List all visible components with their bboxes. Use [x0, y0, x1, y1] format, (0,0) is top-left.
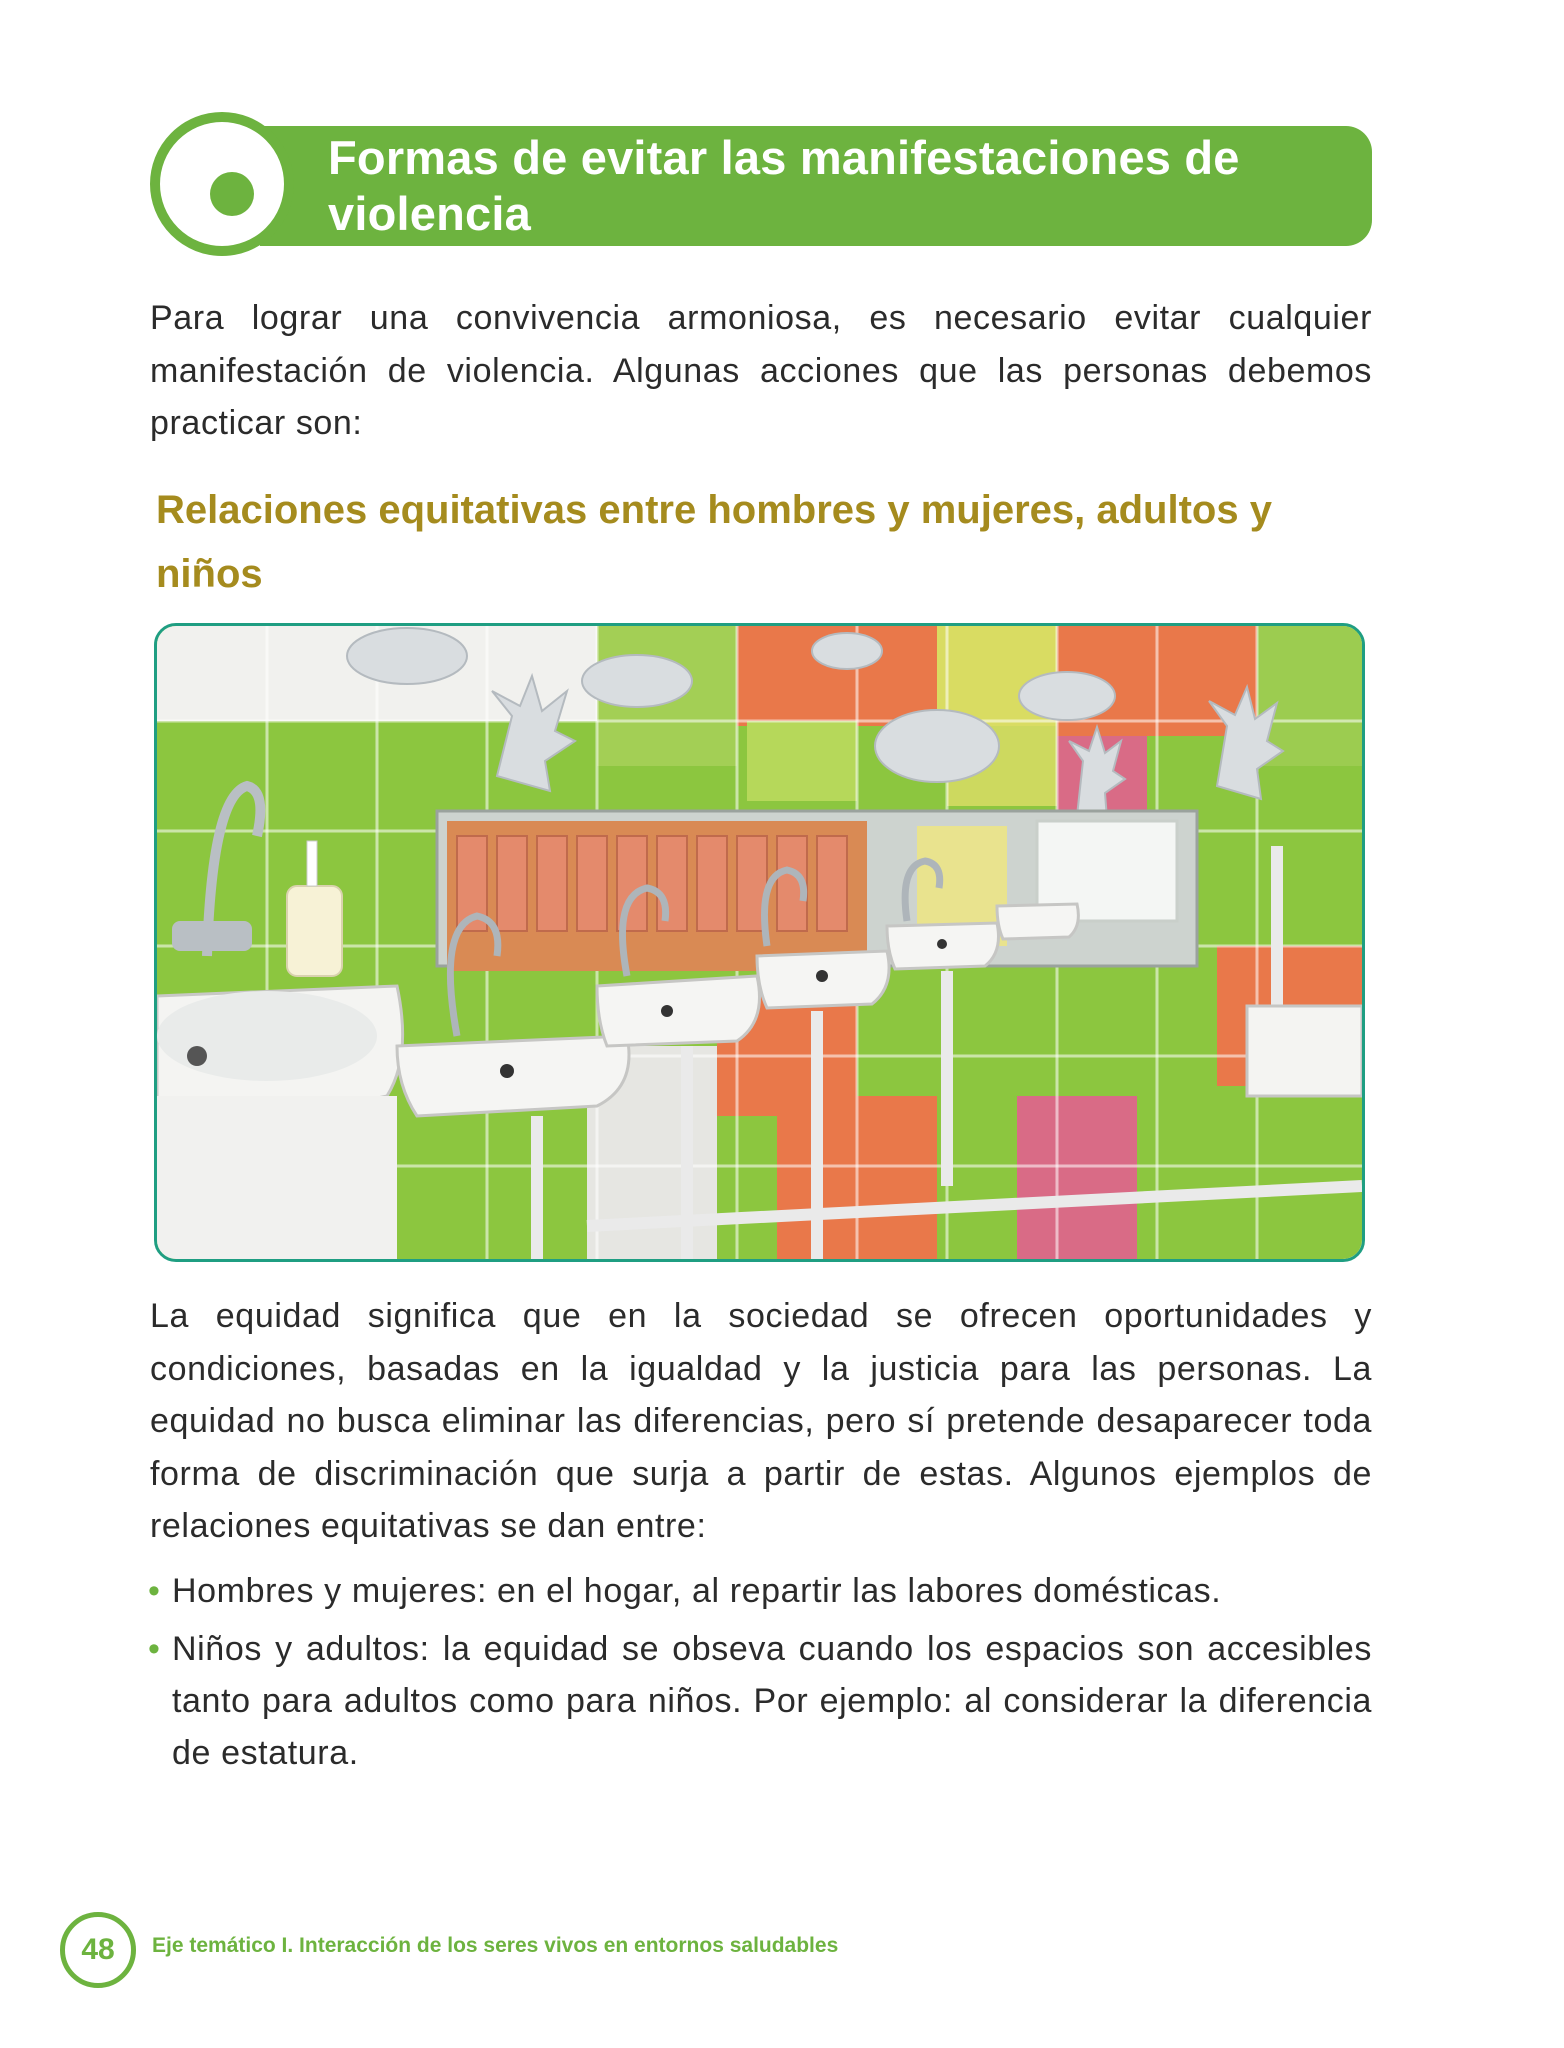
bullet-icon: • [148, 1572, 161, 1610]
list-item-text: Hombres y mujeres: en el hogar, al repartir las labores domésticas. [172, 1572, 1222, 1610]
bathroom-sinks-photo [154, 623, 1365, 1262]
page-title: Formas de evitar las manifestaciones de violencia [328, 131, 1240, 240]
examples-list [148, 1565, 1372, 1785]
page-footer [60, 1912, 1060, 1988]
title-dot [210, 172, 254, 216]
list-item [148, 1565, 1372, 1617]
equity-paragraph: La equidad significa que en la sociedad se ofrecen oportunidades y condiciones, basadas en la igualdad y la justicia para las personas. La equidad no busca eliminar las diferencias, pero sí pretende desaparecer toda forma de discriminación que surja a partir de estas. Algunos ejemplos de relaciones equitativas se dan entre: [150, 1297, 1372, 1545]
list-item [148, 1623, 1372, 1779]
subheading: Relaciones equitativas entre hombres y mujeres, adultos y niños [156, 488, 1272, 596]
title-circle-icon [150, 112, 294, 256]
bullet-icon: • [148, 1630, 161, 1668]
list-item-text: Niños y adultos: la equidad se obseva cuando los espacios son accesibles tanto para adultos como para niños. Por ejemplo: al considerar la diferencia de estatura. [172, 1630, 1372, 1772]
page-number: 48 [60, 1912, 136, 1988]
intro-paragraph: Para lograr una convivencia armoniosa, es necesario evitar cualquier manifestación de violencia. Algunas acciones que las personas debemos practicar son: [150, 299, 1372, 442]
footer-text: Eje temático I. Interacción de los seres vivos en entornos saludables [152, 1934, 839, 1957]
section-title-banner [150, 112, 1372, 246]
